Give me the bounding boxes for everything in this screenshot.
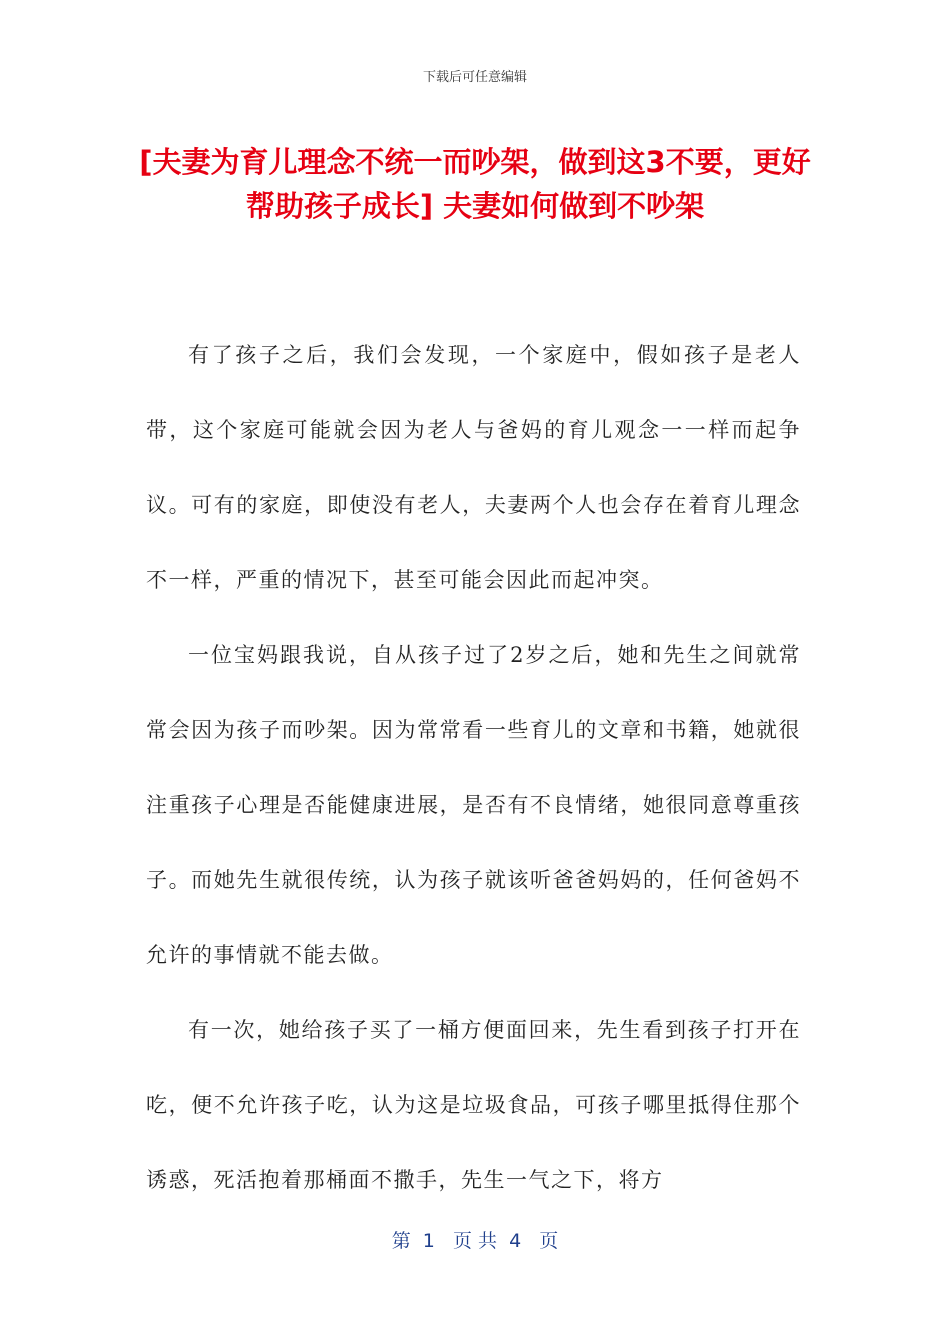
document-body	[146, 318, 801, 1218]
document-title: [夫妻为育儿理念不统一而吵架，做到这3不要，更好帮助孩子成长] 夫妻如何做到不吵架	[139, 145, 811, 223]
page-footer: 第 1 页 共 4 页	[391, 1230, 559, 1252]
paragraph-1: 有了孩子之后，我们会发现，一个家庭中，假如孩子是老人带，这个家庭可能就会因为老人与爸妈的育儿观念一一样而起争议。可有的家庭，即使没有老人，夫妻两个人也会存在着育儿理念不一样，严重的情况下，甚至可能会因此而起冲突。	[146, 343, 801, 592]
header-note: 下载后可任意编辑	[422, 70, 527, 85]
paragraph-2: 一位宝妈跟我说，自从孩子过了2岁之后，她和先生之间就常常会因为孩子而吵架。因为常常看一些育儿的文章和书籍，她就很注重孩子心理是否能健康进展，是否有不良情绪，她很同意尊重孩子。而她先生就很传统，认为孩子就该听爸爸妈妈的，任何爸妈不允许的事情就不能去做。	[146, 643, 801, 967]
paragraph-3: 有一次，她给孩子买了一桶方便面回来，先生看到孩子打开在吃，便不允许孩子吃，认为这是垃圾食品，可孩子哪里抵得住那个诱惑，死活抱着那桶面不撒手，先生一气之下，将方	[146, 1018, 801, 1192]
